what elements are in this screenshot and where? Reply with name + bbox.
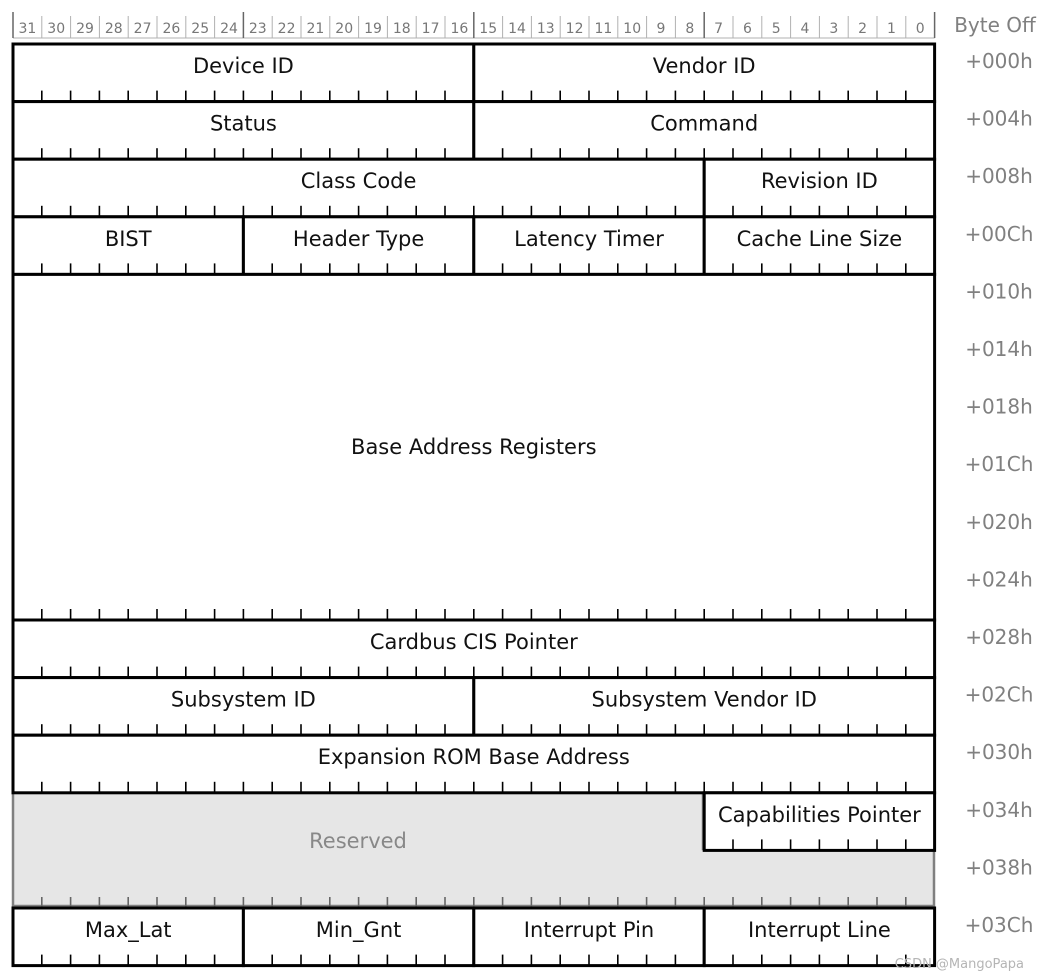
subsystem-id-field xyxy=(13,678,474,736)
subsystem-vendor-id-label: Subsystem Vendor ID xyxy=(591,687,817,712)
header-type-label: Header Type xyxy=(292,226,425,251)
bit-number: 0 xyxy=(915,21,925,37)
watermark: CSDN @MangoPapa xyxy=(894,957,1024,972)
bit-number: 2 xyxy=(858,21,868,37)
subsystem-id-label: Subsystem ID xyxy=(170,687,316,712)
byte-offset: +018h xyxy=(965,394,1033,419)
capabilities-pointer-field xyxy=(704,793,934,851)
status-label: Status xyxy=(209,111,277,136)
class-code-field xyxy=(13,159,704,217)
bit-number: 17 xyxy=(421,21,440,37)
capabilities-pointer-label: Capabilities Pointer xyxy=(717,802,921,827)
command-field xyxy=(474,102,935,160)
byte-offset: +014h xyxy=(965,337,1033,361)
revision-id-field xyxy=(704,159,934,217)
device-id-label: Device ID xyxy=(192,54,294,78)
bit-number: 5 xyxy=(771,21,781,37)
bit-number: 8 xyxy=(685,21,695,37)
cache-line-size-field xyxy=(704,217,934,275)
bit-number: 31 xyxy=(18,21,37,37)
base-address-registers-label: Base Address Registers xyxy=(351,435,597,460)
bit-number: 26 xyxy=(162,21,181,37)
bit-number: 18 xyxy=(392,21,411,37)
min-gnt-label: Min_Gnt xyxy=(315,918,402,942)
interrupt-pin-label: Interrupt Pin xyxy=(523,918,655,942)
base-address-registers-field xyxy=(13,274,935,620)
byte-offset: +008h xyxy=(965,164,1033,189)
class-code-label: Class Code xyxy=(300,169,417,194)
byte-offset: +038h xyxy=(965,855,1033,880)
reserved-label: Reserved xyxy=(309,829,407,853)
min-gnt-field xyxy=(243,908,473,966)
cache-line-size-label: Cache Line Size xyxy=(736,226,903,251)
byte-offset: +004h xyxy=(965,106,1033,131)
bit-number: 28 xyxy=(104,21,123,37)
byte-offset: +020h xyxy=(965,509,1033,534)
revision-id-label: Revision ID xyxy=(760,169,878,194)
byte-offset: +028h xyxy=(965,625,1033,649)
bist-label: BIST xyxy=(104,226,152,251)
bit-number: 16 xyxy=(450,21,469,37)
max-lat-field xyxy=(13,908,243,966)
interrupt-line-label: Interrupt Line xyxy=(747,918,891,942)
bit-number: 15 xyxy=(479,21,498,37)
bit-number: 21 xyxy=(306,21,325,37)
latency-timer-field xyxy=(474,217,704,275)
command-label: Command xyxy=(650,111,759,136)
bit-number: 14 xyxy=(508,21,526,37)
bit-number: 29 xyxy=(76,21,94,37)
bit-number-header xyxy=(13,12,935,38)
byte-offset: +034h xyxy=(965,797,1033,822)
byte-offset: +02Ch xyxy=(964,682,1034,707)
bit-number: 1 xyxy=(886,21,896,37)
bit-number: 27 xyxy=(133,21,152,37)
bit-number: 24 xyxy=(220,21,238,37)
bit-number: 23 xyxy=(248,21,267,37)
bit-number: 20 xyxy=(335,21,354,37)
byte-offset: +030h xyxy=(965,740,1033,765)
byte-offset: +010h xyxy=(965,279,1033,304)
expansion-rom-base-address-field xyxy=(13,735,935,793)
expansion-rom-base-address-label: Expansion ROM Base Address xyxy=(317,745,630,770)
bit-number: 7 xyxy=(714,21,724,37)
device-id-field xyxy=(13,44,474,102)
bit-number: 25 xyxy=(191,21,210,37)
vendor-id-label: Vendor ID xyxy=(652,54,756,78)
byte-offset: +000h xyxy=(965,49,1033,73)
subsystem-vendor-id-field xyxy=(474,678,935,736)
bit-number: 3 xyxy=(829,21,839,37)
latency-timer-label: Latency Timer xyxy=(514,226,664,251)
bit-number: 19 xyxy=(364,21,382,37)
bit-number: 11 xyxy=(594,21,613,37)
bist-field xyxy=(13,217,243,275)
bit-number: 10 xyxy=(623,21,642,37)
bit-number: 4 xyxy=(800,21,810,37)
vendor-id-field xyxy=(474,44,935,102)
interrupt-pin-field xyxy=(474,908,704,966)
bit-number: 6 xyxy=(742,21,752,37)
byte-offset-header: Byte Off xyxy=(954,13,1036,37)
bit-number: 13 xyxy=(536,21,555,37)
byte-offset-column xyxy=(965,49,1034,937)
bit-number: 30 xyxy=(47,21,66,37)
byte-offset: +03Ch xyxy=(964,913,1034,937)
max-lat-label: Max_Lat xyxy=(84,918,172,942)
byte-offset: +01Ch xyxy=(964,452,1034,477)
byte-offset: +024h xyxy=(965,567,1033,592)
cardbus-cis-pointer-field xyxy=(13,620,935,678)
bit-number: 9 xyxy=(656,21,666,37)
bit-number: 22 xyxy=(277,21,296,37)
cardbus-cis-pointer-label: Cardbus CIS Pointer xyxy=(369,630,578,654)
status-field xyxy=(13,102,474,160)
bit-number: 12 xyxy=(565,21,584,37)
byte-offset: +00Ch xyxy=(964,221,1034,246)
header-type-field xyxy=(243,217,473,275)
